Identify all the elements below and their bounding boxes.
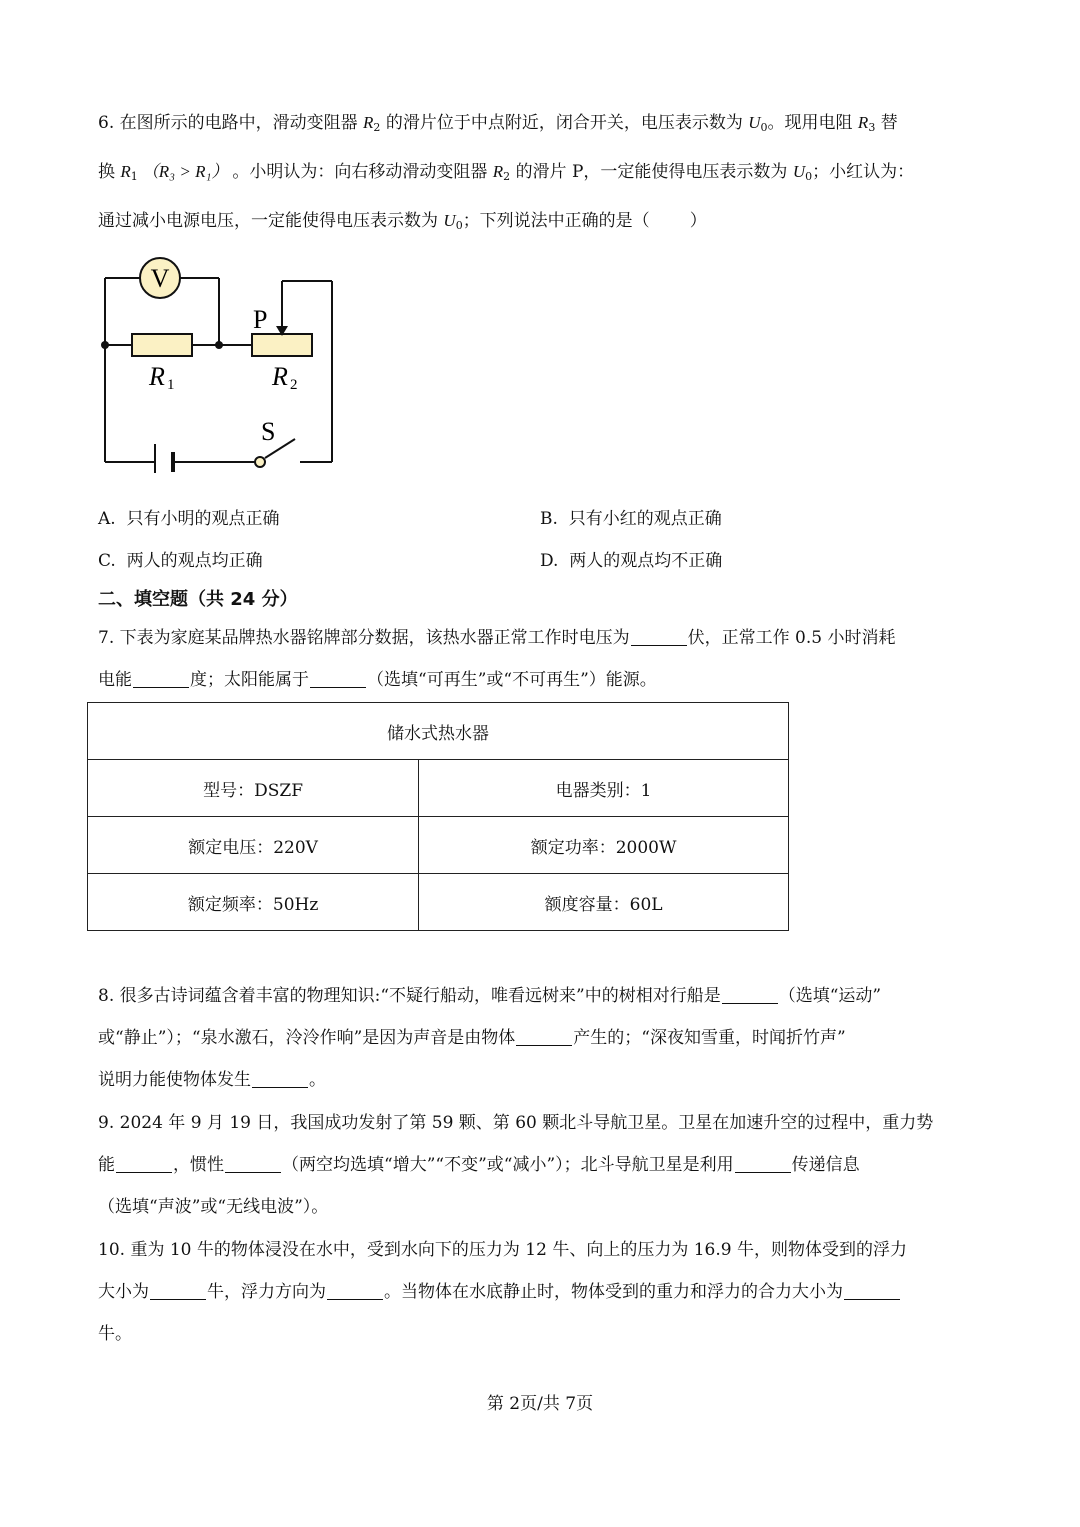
table-row xyxy=(88,703,789,760)
answer-blank[interactable] xyxy=(631,627,687,646)
q9-text: （两空均选填“增大”“不变”或“减小”）；北斗导航卫星是利用 xyxy=(282,1155,734,1175)
u0-symbol: U xyxy=(748,113,761,132)
answer-blank[interactable] xyxy=(722,985,778,1004)
q6-line-1 xyxy=(98,111,898,140)
answer-blank[interactable] xyxy=(225,1154,281,1173)
q9-line-1: 9. 2024 年 9 月 19 日，我国成功发射了第 59 颗、第 60 颗北斗导航卫星。卫星在加速升空的过程中，重力势 xyxy=(98,1113,934,1133)
switch-label: S xyxy=(261,417,276,446)
u0-subscript: 0 xyxy=(760,121,768,134)
q9-text: ，惯性 xyxy=(173,1155,224,1175)
q8-line-1 xyxy=(98,984,881,1008)
option-letter: C. xyxy=(98,551,116,571)
q8-text: 。 xyxy=(309,1070,326,1090)
option-text: 只有小明的观点正确 xyxy=(126,509,280,529)
answer-blank[interactable] xyxy=(310,669,366,688)
q8-text: 8. 很多古诗词蕴含着丰富的物理知识:“不疑行船动，唯看远树来”中的树相对行船是 xyxy=(98,986,721,1006)
switch-pivot xyxy=(255,457,265,467)
answer-blank[interactable] xyxy=(133,669,189,688)
table-row xyxy=(88,874,789,931)
slider-label: P xyxy=(253,305,268,334)
option-letter: B. xyxy=(540,509,558,529)
q10-line-1: 10. 重为 10 牛的物体浸没在水中，受到水向下的压力为 12 牛、向上的压力为 16.9 牛，则物体受到的浮力 xyxy=(98,1240,907,1260)
option-a[interactable] xyxy=(98,507,280,531)
table-cell: 电器类别：1 xyxy=(419,760,789,817)
r1-label: R xyxy=(149,362,165,391)
q6-text: ；下列说法中正确的是（ xyxy=(462,211,650,231)
answer-blank[interactable] xyxy=(150,1281,206,1300)
option-text: 只有小红的观点正确 xyxy=(568,509,722,529)
r2-label-sub: 2 xyxy=(290,377,298,393)
q8-text: 产生的；“深夜知雪重，时闻折竹声” xyxy=(573,1028,846,1048)
resistor-r1 xyxy=(132,334,192,356)
r2-label: R xyxy=(272,362,288,391)
q6-text: 的滑片 P，一定能使得电压表示数为 xyxy=(515,162,788,182)
q10-line-3: 牛。 xyxy=(98,1324,132,1344)
table-cell: 额定频率：50Hz xyxy=(88,874,419,931)
table-row xyxy=(88,760,789,817)
q8-text: 说明力能使物体发生 xyxy=(98,1070,251,1090)
table-row xyxy=(88,817,789,874)
q9-line-2 xyxy=(98,1153,860,1177)
q6-text: 换 xyxy=(98,162,115,182)
q7-text: （选填“可再生”或“不可再生”）能源。 xyxy=(367,670,657,690)
r1-subscript: 1 xyxy=(130,170,138,183)
option-c[interactable] xyxy=(98,549,263,573)
q10-text: 牛，浮力方向为 xyxy=(207,1282,326,1302)
q9-text: 能 xyxy=(98,1155,115,1175)
table-cell: 额度容量：60L xyxy=(419,874,789,931)
q7-text: 电能 xyxy=(98,670,132,690)
table-title-cell: 储水式热水器 xyxy=(88,703,789,760)
q8-line-2 xyxy=(98,1026,846,1050)
q9-text: 传递信息 xyxy=(791,1155,860,1175)
answer-blank[interactable] xyxy=(844,1281,900,1300)
answer-blank[interactable] xyxy=(116,1154,172,1173)
q6-text: 6. 在图所示的电路中，滑动变阻器 xyxy=(98,113,358,133)
q6-text: 。小明认为：向右移动滑动变阻器 xyxy=(232,162,488,182)
q6-text: 的滑片位于中点附近，闭合开关，电压表示数为 xyxy=(385,113,743,133)
table-cell: 型号：DSZF xyxy=(88,760,419,817)
r3-subscript: 3 xyxy=(868,121,876,134)
q6-text: ） xyxy=(689,211,707,231)
q9-line-3: （选填“声波”或“无线电波”）。 xyxy=(98,1197,329,1217)
answer-blank[interactable] xyxy=(735,1154,791,1173)
q6-line-2: 换 $R_1$ （R₃ > R₁） 。小明认为：向右移动滑动变阻器 $R_2$ 的滑片 P，一定能使得电压表示数为 $U_0$；小红认为： xyxy=(98,162,915,183)
answer-blank[interactable] xyxy=(516,1027,572,1046)
q10-line-2 xyxy=(98,1280,901,1304)
q6-text: 通过减小电源电压，一定能使得电压表示数为 xyxy=(98,211,438,231)
q8-line-3 xyxy=(98,1068,326,1092)
table-cell: 额定电压：220V xyxy=(88,817,419,874)
option-b[interactable] xyxy=(540,507,722,531)
resistance-condition: （R₃ > R₁） xyxy=(141,162,229,181)
q7-text: 伏，正常工作 0.5 小时消耗 xyxy=(687,628,896,648)
q10-text: 。当物体在水底静止时，物体受到的重力和浮力的合力大小为 xyxy=(384,1282,843,1302)
q7-line-1 xyxy=(98,626,895,650)
answer-blank[interactable] xyxy=(327,1281,383,1300)
q10-text: 大小为 xyxy=(98,1282,149,1302)
circuit-diagram xyxy=(95,248,345,473)
q7-line-2 xyxy=(98,668,657,692)
q6-text: 。现用电阻 xyxy=(767,113,853,133)
option-d[interactable] xyxy=(540,549,722,573)
option-text: 两人的观点均不正确 xyxy=(569,551,723,571)
q8-text: （选填“运动” xyxy=(778,986,882,1006)
junction-dot xyxy=(215,341,223,349)
option-letter: D. xyxy=(540,551,559,571)
page-footer: 第 2页/共 7页 xyxy=(486,1394,594,1414)
voltmeter-label: V xyxy=(150,264,170,293)
junction-dot xyxy=(101,341,109,349)
q6-line-3: 通过减小电源电压，一定能使得电压表示数为 $U_0$；下列说法中正确的是（ ） xyxy=(98,211,707,232)
r2-subscript: 2 xyxy=(373,121,381,134)
r1-symbol: R xyxy=(120,162,131,181)
section-title: 二、填空题（共 24 分） xyxy=(98,589,298,610)
answer-blank[interactable] xyxy=(252,1069,308,1088)
r3-symbol: R xyxy=(857,113,869,132)
resistor-r2 xyxy=(252,334,312,356)
option-text: 两人的观点均正确 xyxy=(126,551,263,571)
option-letter: A. xyxy=(98,509,116,529)
q8-text: 或“静止”）；“泉水激石，泠泠作响”是因为声音是由物体 xyxy=(98,1028,516,1048)
table-cell: 额定功率：2000W xyxy=(419,817,789,874)
q6-text: 替 xyxy=(880,113,898,133)
q7-text: 7. 下表为家庭某品牌热水器铭牌部分数据，该热水器正常工作时电压为 xyxy=(98,628,630,648)
r2-symbol: R xyxy=(363,113,374,132)
q6-text: ；小红认为： xyxy=(812,162,915,182)
r1-label-sub: 1 xyxy=(167,377,175,393)
q7-text: 度；太阳能属于 xyxy=(190,670,309,690)
spec-table xyxy=(87,702,789,931)
